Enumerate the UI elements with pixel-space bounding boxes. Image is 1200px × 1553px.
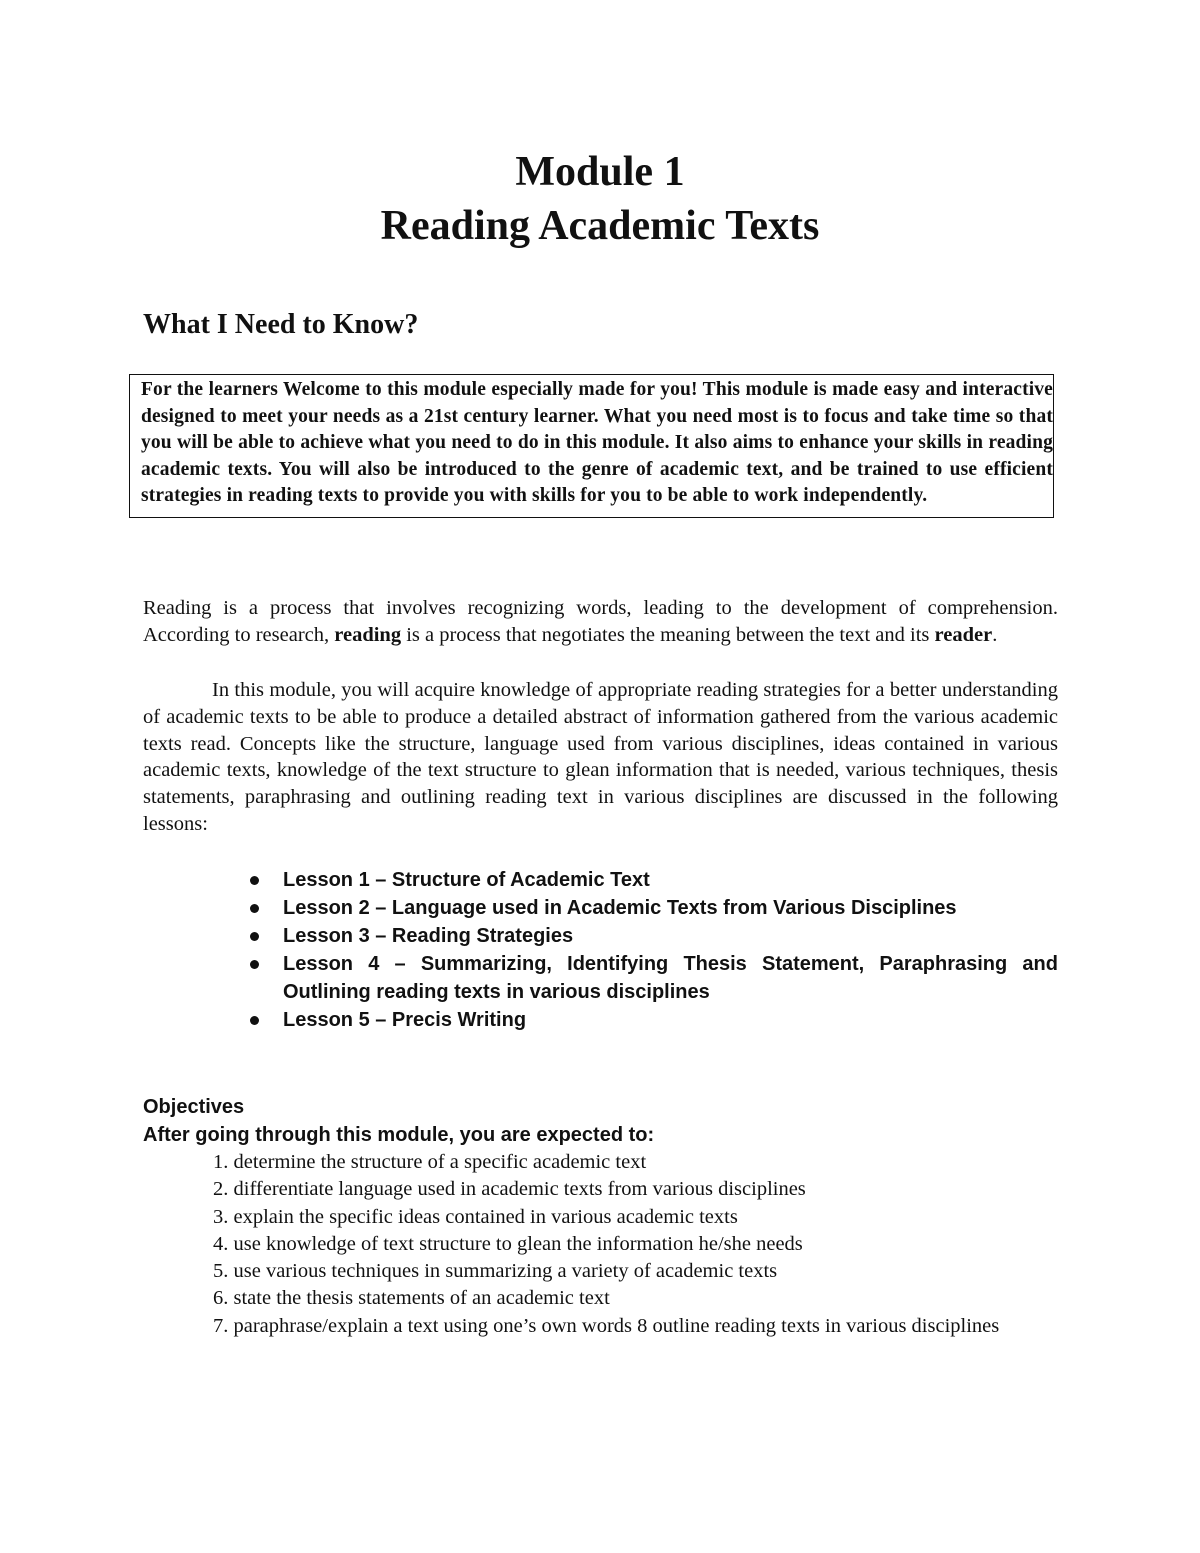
intro-bold-reader: reader — [934, 623, 993, 646]
module-description-paragraph: In this module, you will acquire knowledge of appropriate reading strategies for a better understanding of academic texts to be able to produce a detailed abstract of information gathered from the various academic texts read. Concepts like the structure, language used from various disciplines, ideas contained in various academic texts, knowledge of the text structure to glean information that is needed, various techniques, thesis statements, paraphrasing and outlining reading text in various disciplines are discussed in the following lessons: — [143, 679, 1058, 835]
bullet-icon — [250, 904, 259, 913]
intro-bold-reading: reading — [334, 623, 402, 646]
list-item — [240, 950, 1058, 1006]
lesson-label: Lesson 5 – Precis Writing — [283, 1009, 527, 1031]
bullet-icon — [250, 932, 259, 941]
welcome-box: For the learners Welcome to this module especially made for you! This module is made easy and interactive designed to meet your needs as a 21st century learner. What you need most is to focus and take time so that you will be able to achieve what you need to do in this module. It also aims to enhance your skills in reading academic texts. You will also be introduced to the genre of academic text, and be trained to use efficient strategies in reading texts to provide you with skills for you to be able to work independently. — [129, 374, 1054, 518]
intro-text-3: . — [992, 623, 998, 646]
bullet-icon — [250, 1016, 259, 1025]
bullet-icon — [250, 876, 259, 885]
list-item: 4. use knowledge of text structure to glean the information he/she needs — [213, 1232, 803, 1255]
list-item: 2. differentiate language used in academic texts from various disciplines — [213, 1178, 806, 1201]
list-item: 3. explain the specific ideas contained in various academic texts — [213, 1205, 738, 1228]
lesson-label: Lesson 1 – Structure of Academic Text — [283, 869, 650, 891]
list-item: 7. paraphrase/explain a text using one’s own words 8 outline reading texts in various disciplines — [213, 1314, 1000, 1337]
objectives-subheading: After going through this module, you are expected to: — [143, 1124, 655, 1146]
list-item — [240, 894, 1058, 922]
lesson-label: Lesson 4 – Summarizing, Identifying Thesis Statement, Paraphrasing and Outlining reading texts in various disciplines — [283, 953, 1058, 1003]
intro-text-2: is a process that negotiates the meaning between the text and its — [401, 623, 935, 646]
intro-text-1: Reading is a process that involves recognizing words, leading to the development of comprehension. According to research, — [143, 597, 1058, 646]
module-number: Module 1 — [515, 149, 685, 195]
lesson-label: Lesson 3 – Reading Strategies — [283, 925, 574, 947]
lesson-label: Lesson 2 – Language used in Academic Texts from Various Disciplines — [283, 897, 957, 919]
objectives-heading: Objectives — [143, 1096, 245, 1118]
list-item — [240, 866, 1058, 894]
list-item: 1. determine the structure of a specific academic text — [213, 1151, 647, 1173]
intro-paragraph — [143, 595, 1058, 649]
bullet-icon — [250, 960, 259, 969]
section-heading: What I Need to Know? — [143, 309, 419, 340]
list-item — [240, 1006, 1058, 1034]
list-item — [240, 922, 1058, 950]
list-item: 6. state the thesis statements of an academic text — [213, 1287, 610, 1310]
module-name: Reading Academic Texts — [380, 203, 820, 249]
list-item: 5. use various techniques in summarizing a variety of academic texts — [213, 1260, 778, 1283]
module-title — [0, 145, 1200, 253]
lessons-list — [240, 866, 1058, 1034]
objectives-list — [143, 1149, 1058, 1340]
